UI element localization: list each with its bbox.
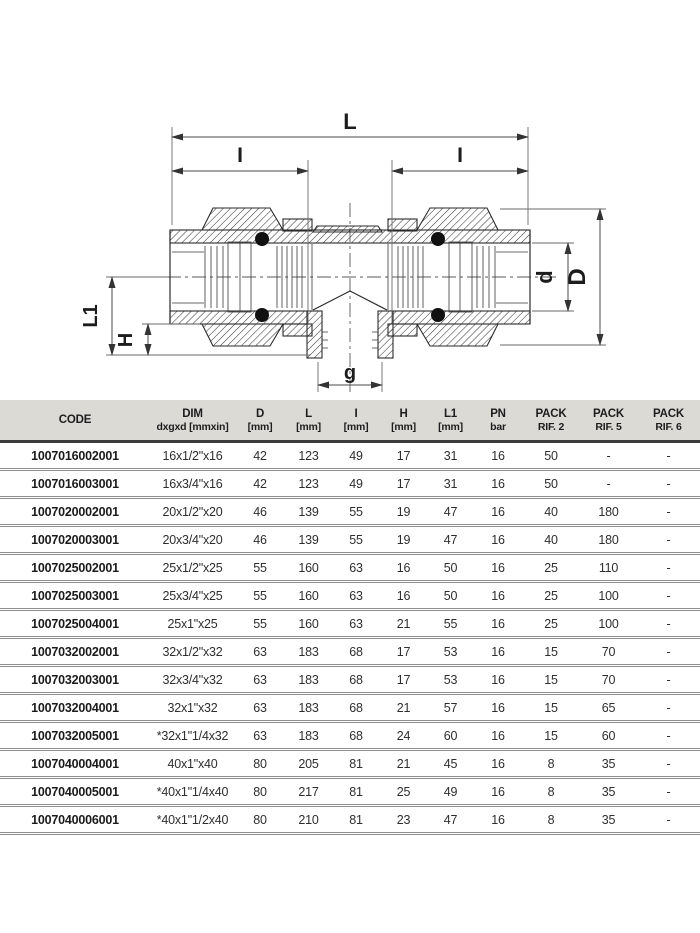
value-cell: 47 xyxy=(427,526,474,554)
value-cell: - xyxy=(637,554,700,582)
value-cell: 63 xyxy=(235,638,285,666)
table-row xyxy=(0,666,700,694)
value-cell: 17 xyxy=(380,638,427,666)
value-cell: 16 xyxy=(380,554,427,582)
value-cell: 15 xyxy=(522,694,580,722)
value-cell: 81 xyxy=(332,806,380,834)
value-cell: 53 xyxy=(427,638,474,666)
value-cell: 55 xyxy=(332,526,380,554)
value-cell: 25x1/2"x25 xyxy=(150,554,235,582)
value-cell: - xyxy=(637,610,700,638)
table-row xyxy=(0,638,700,666)
dim-label-I-right: I xyxy=(457,144,463,167)
value-cell: 16 xyxy=(474,778,522,806)
dim-label-g: g xyxy=(343,362,357,384)
value-cell: 183 xyxy=(285,694,332,722)
value-cell: - xyxy=(637,806,700,834)
column-header-0: CODE xyxy=(0,400,150,442)
table-row xyxy=(0,470,700,498)
column-header-2: D [mm] xyxy=(235,400,285,442)
value-cell: 63 xyxy=(235,694,285,722)
value-cell: 16 xyxy=(474,750,522,778)
value-cell: 40 xyxy=(522,498,580,526)
column-header-6: L1 [mm] xyxy=(427,400,474,442)
value-cell: 16 xyxy=(474,638,522,666)
fitting-diagram xyxy=(0,0,700,400)
table-row xyxy=(0,582,700,610)
value-cell: 25x1"x25 xyxy=(150,610,235,638)
value-cell: 16 xyxy=(474,806,522,834)
value-cell: - xyxy=(637,694,700,722)
column-header-8: PACK RIF. 2 xyxy=(522,400,580,442)
value-cell: 68 xyxy=(332,666,380,694)
table-row xyxy=(0,778,700,806)
table-body xyxy=(0,442,700,834)
value-cell: 32x1/2"x32 xyxy=(150,638,235,666)
dim-label-D: D xyxy=(564,268,591,286)
table-header xyxy=(0,400,700,442)
value-cell: 68 xyxy=(332,638,380,666)
value-cell: 21 xyxy=(380,610,427,638)
value-cell: 183 xyxy=(285,722,332,750)
column-header-5: H [mm] xyxy=(380,400,427,442)
value-cell: 180 xyxy=(580,526,637,554)
value-cell: 123 xyxy=(285,442,332,470)
code-cell: 1007040004001 xyxy=(0,750,150,778)
code-cell: 1007025004001 xyxy=(0,610,150,638)
value-cell: 100 xyxy=(580,582,637,610)
value-cell: 21 xyxy=(380,750,427,778)
value-cell: 15 xyxy=(522,722,580,750)
table-row xyxy=(0,750,700,778)
value-cell: 17 xyxy=(380,666,427,694)
value-cell: 20x3/4"x20 xyxy=(150,526,235,554)
code-cell: 1007032005001 xyxy=(0,722,150,750)
column-header-10: PACK RIF. 6 xyxy=(637,400,700,442)
body-bottom-band-left xyxy=(170,311,307,324)
value-cell: 16 xyxy=(474,666,522,694)
value-cell: 63 xyxy=(235,666,285,694)
column-header-9: PACK RIF. 5 xyxy=(580,400,637,442)
value-cell: 70 xyxy=(580,666,637,694)
dim-label-L: L xyxy=(343,109,357,134)
value-cell: 25x3/4"x25 xyxy=(150,582,235,610)
value-cell: 55 xyxy=(427,610,474,638)
value-cell: 81 xyxy=(332,750,380,778)
value-cell: 55 xyxy=(235,582,285,610)
value-cell: 63 xyxy=(235,722,285,750)
value-cell: 31 xyxy=(427,442,474,470)
value-cell: *40x1"1/2x40 xyxy=(150,806,235,834)
value-cell: 46 xyxy=(235,498,285,526)
value-cell: 16 xyxy=(474,498,522,526)
branch-wall-right xyxy=(378,311,393,358)
dim-label-I-left: I xyxy=(237,144,243,167)
value-cell: 25 xyxy=(522,610,580,638)
code-cell: 1007016003001 xyxy=(0,470,150,498)
value-cell: 32x1"x32 xyxy=(150,694,235,722)
value-cell: - xyxy=(637,666,700,694)
center-boss xyxy=(313,226,382,232)
value-cell: 16 xyxy=(380,582,427,610)
value-cell: 47 xyxy=(427,806,474,834)
value-cell: 40x1"x40 xyxy=(150,750,235,778)
value-cell: - xyxy=(637,582,700,610)
value-cell: 20x1/2"x20 xyxy=(150,498,235,526)
value-cell: 63 xyxy=(332,582,380,610)
value-cell: 70 xyxy=(580,638,637,666)
value-cell: 45 xyxy=(427,750,474,778)
value-cell: 17 xyxy=(380,470,427,498)
value-cell: 49 xyxy=(427,778,474,806)
code-cell: 1007032003001 xyxy=(0,666,150,694)
value-cell: 16 xyxy=(474,610,522,638)
value-cell: 63 xyxy=(332,554,380,582)
table-row xyxy=(0,722,700,750)
value-cell: 50 xyxy=(427,582,474,610)
value-cell: 35 xyxy=(580,750,637,778)
value-cell: 183 xyxy=(285,666,332,694)
dim-label-L1: L1 xyxy=(80,304,102,328)
value-cell: 110 xyxy=(580,554,637,582)
value-cell: 15 xyxy=(522,666,580,694)
value-cell: 21 xyxy=(380,694,427,722)
value-cell: 81 xyxy=(332,778,380,806)
code-cell: 1007020002001 xyxy=(0,498,150,526)
value-cell: 42 xyxy=(235,442,285,470)
value-cell: - xyxy=(637,722,700,750)
value-cell: 53 xyxy=(427,666,474,694)
code-cell: 1007025003001 xyxy=(0,582,150,610)
table-header-row xyxy=(0,400,700,442)
value-cell: 210 xyxy=(285,806,332,834)
dim-label-d: d xyxy=(532,270,557,284)
table-row xyxy=(0,610,700,638)
table-row xyxy=(0,694,700,722)
code-cell: 1007020003001 xyxy=(0,526,150,554)
value-cell: 47 xyxy=(427,498,474,526)
value-cell: 50 xyxy=(522,442,580,470)
value-cell: 100 xyxy=(580,610,637,638)
value-cell: 60 xyxy=(580,722,637,750)
column-header-3: L [mm] xyxy=(285,400,332,442)
value-cell: 65 xyxy=(580,694,637,722)
code-cell: 1007016002001 xyxy=(0,442,150,470)
code-cell: 1007040005001 xyxy=(0,778,150,806)
value-cell: 139 xyxy=(285,498,332,526)
value-cell: 49 xyxy=(332,442,380,470)
table-row xyxy=(0,498,700,526)
value-cell: 25 xyxy=(380,778,427,806)
left-nut-hex-top xyxy=(202,208,283,230)
value-cell: 19 xyxy=(380,498,427,526)
value-cell: 42 xyxy=(235,470,285,498)
value-cell: 17 xyxy=(380,442,427,470)
value-cell: - xyxy=(637,470,700,498)
value-cell: 16 xyxy=(474,722,522,750)
left-nut-hex-bottom xyxy=(202,324,283,346)
code-cell: 1007032004001 xyxy=(0,694,150,722)
value-cell: 19 xyxy=(380,526,427,554)
value-cell: 16x1/2"x16 xyxy=(150,442,235,470)
value-cell: 80 xyxy=(235,778,285,806)
value-cell: 24 xyxy=(380,722,427,750)
value-cell: 32x3/4"x32 xyxy=(150,666,235,694)
branch-wall-left xyxy=(307,311,322,358)
value-cell: - xyxy=(637,638,700,666)
value-cell: 139 xyxy=(285,526,332,554)
value-cell: 46 xyxy=(235,526,285,554)
value-cell: - xyxy=(580,442,637,470)
value-cell: 217 xyxy=(285,778,332,806)
value-cell: 50 xyxy=(522,470,580,498)
dim-H xyxy=(115,324,200,355)
value-cell: 80 xyxy=(235,806,285,834)
code-cell: 1007025002001 xyxy=(0,554,150,582)
value-cell: - xyxy=(580,470,637,498)
value-cell: 8 xyxy=(522,778,580,806)
value-cell: 25 xyxy=(522,554,580,582)
value-cell: 16 xyxy=(474,470,522,498)
value-cell: 55 xyxy=(235,554,285,582)
value-cell: 183 xyxy=(285,638,332,666)
table-row xyxy=(0,554,700,582)
value-cell: 16x3/4"x16 xyxy=(150,470,235,498)
value-cell: - xyxy=(637,498,700,526)
value-cell: 15 xyxy=(522,638,580,666)
value-cell: 68 xyxy=(332,694,380,722)
value-cell: - xyxy=(637,778,700,806)
value-cell: 60 xyxy=(427,722,474,750)
value-cell: 40 xyxy=(522,526,580,554)
table-row xyxy=(0,442,700,470)
table-row xyxy=(0,806,700,834)
value-cell: 123 xyxy=(285,470,332,498)
code-cell: 1007040006001 xyxy=(0,806,150,834)
column-header-1: DIM dxgxd [mmxin] xyxy=(150,400,235,442)
value-cell: 8 xyxy=(522,750,580,778)
right-nut-hex-bottom xyxy=(417,324,498,346)
value-cell: *40x1"1/4x40 xyxy=(150,778,235,806)
column-header-4: I [mm] xyxy=(332,400,380,442)
value-cell: - xyxy=(637,442,700,470)
value-cell: 16 xyxy=(474,442,522,470)
table-row xyxy=(0,526,700,554)
value-cell: - xyxy=(637,750,700,778)
value-cell: 50 xyxy=(427,554,474,582)
spec-table xyxy=(0,400,700,835)
right-nut-hex-top xyxy=(417,208,498,230)
value-cell: 35 xyxy=(580,806,637,834)
column-header-7: PN bar xyxy=(474,400,522,442)
value-cell: *32x1"1/4x32 xyxy=(150,722,235,750)
value-cell: 16 xyxy=(474,526,522,554)
value-cell: 180 xyxy=(580,498,637,526)
value-cell: 55 xyxy=(332,498,380,526)
value-cell: 57 xyxy=(427,694,474,722)
value-cell: 23 xyxy=(380,806,427,834)
value-cell: 63 xyxy=(332,610,380,638)
value-cell: 35 xyxy=(580,778,637,806)
spec-table-container xyxy=(0,400,700,835)
value-cell: 68 xyxy=(332,722,380,750)
value-cell: 16 xyxy=(474,554,522,582)
value-cell: 31 xyxy=(427,470,474,498)
dim-label-H: H xyxy=(115,332,137,348)
value-cell: - xyxy=(637,526,700,554)
value-cell: 160 xyxy=(285,610,332,638)
code-cell: 1007032002001 xyxy=(0,638,150,666)
value-cell: 205 xyxy=(285,750,332,778)
value-cell: 160 xyxy=(285,554,332,582)
value-cell: 49 xyxy=(332,470,380,498)
value-cell: 16 xyxy=(474,694,522,722)
value-cell: 160 xyxy=(285,582,332,610)
value-cell: 8 xyxy=(522,806,580,834)
value-cell: 25 xyxy=(522,582,580,610)
body-bottom-band-right xyxy=(393,311,530,324)
value-cell: 55 xyxy=(235,610,285,638)
value-cell: 80 xyxy=(235,750,285,778)
value-cell: 16 xyxy=(474,582,522,610)
